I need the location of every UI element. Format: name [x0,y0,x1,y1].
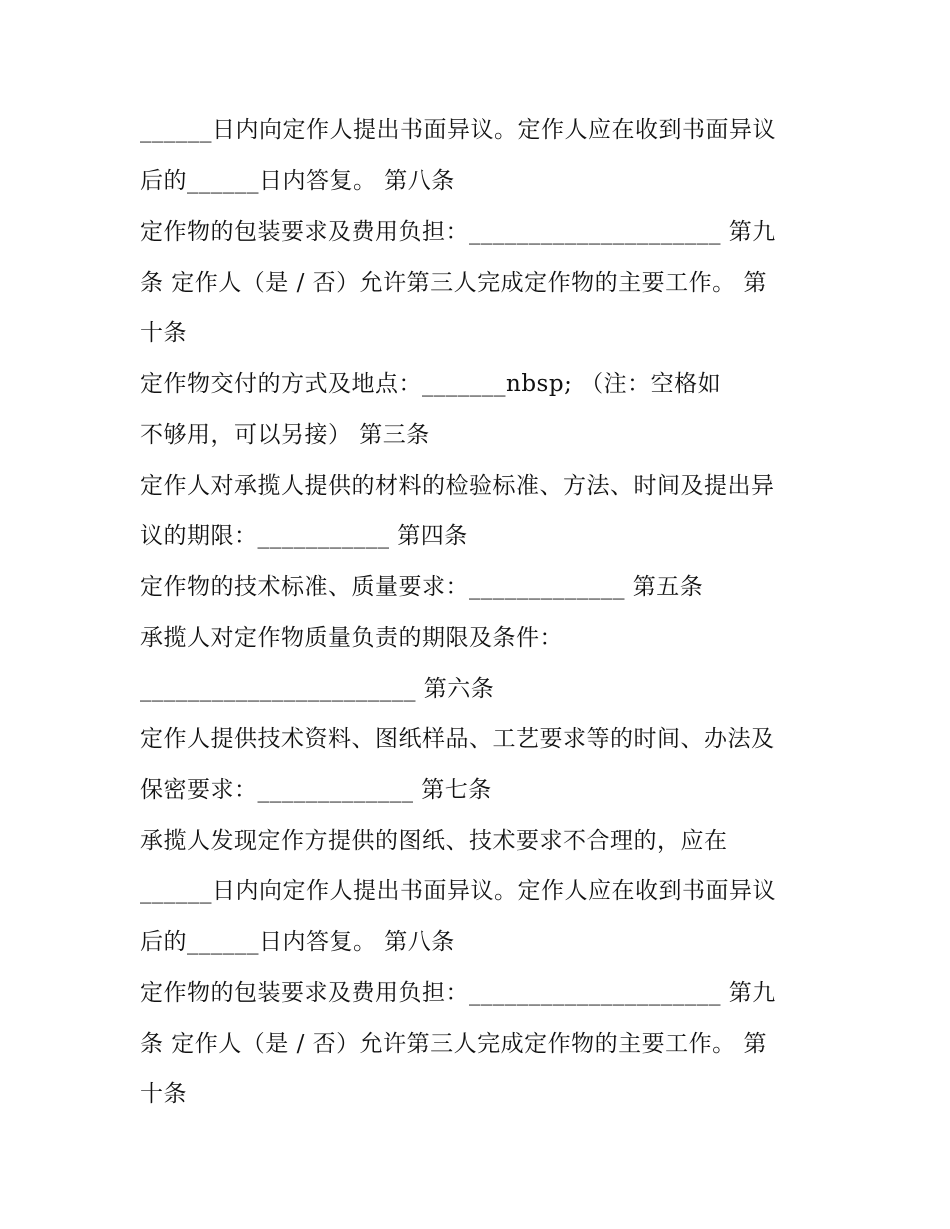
text-line: 定作人提供技术资料、图纸样品、工艺要求等的时间、办法及 [140,726,775,752]
text-line: 定作物的包装要求及费用负担：_____________________ 第九 [140,980,776,1006]
text-line: 承揽人对定作物质量负责的期限及条件： [140,625,563,651]
text-line: 承揽人发现定作方提供的图纸、技术要求不合理的，应在 [140,828,728,854]
text-line: 后的______日内答复。 第八条 [140,168,455,194]
text-line: 保密要求：_____________ 第七条 [140,777,492,803]
text-line: 定作物的技术标准、质量要求：_____________ 第五条 [140,574,704,600]
text-line: 条 定作人（是 / 否）允许第三人完成定作物的主要工作。 第 [140,1031,767,1057]
text-line: 定作物交付的方式及地点：_______nbsp; （注：空格如 [140,371,722,397]
text-line: ______日内向定作人提出书面异议。定作人应在收到书面异议 [140,878,776,904]
text-line: _______________________ 第六条 [140,676,495,702]
text-line: 十条 [140,1081,187,1107]
text-line: 定作物的包装要求及费用负担：_____________________ 第九 [140,219,776,245]
text-line: 不够用，可以另接） 第三条 [140,422,430,448]
text-line: 议的期限：___________ 第四条 [140,523,468,549]
text-line: 十条 [140,320,187,346]
text-line: 后的______日内答复。 第八条 [140,929,455,955]
text-line: 条 定作人（是 / 否）允许第三人完成定作物的主要工作。 第 [140,270,767,296]
text-line: 定作人对承揽人提供的材料的检验标准、方法、时间及提出异 [140,473,775,499]
text-line: ______日内向定作人提出书面异议。定作人应在收到书面异议 [140,117,776,143]
